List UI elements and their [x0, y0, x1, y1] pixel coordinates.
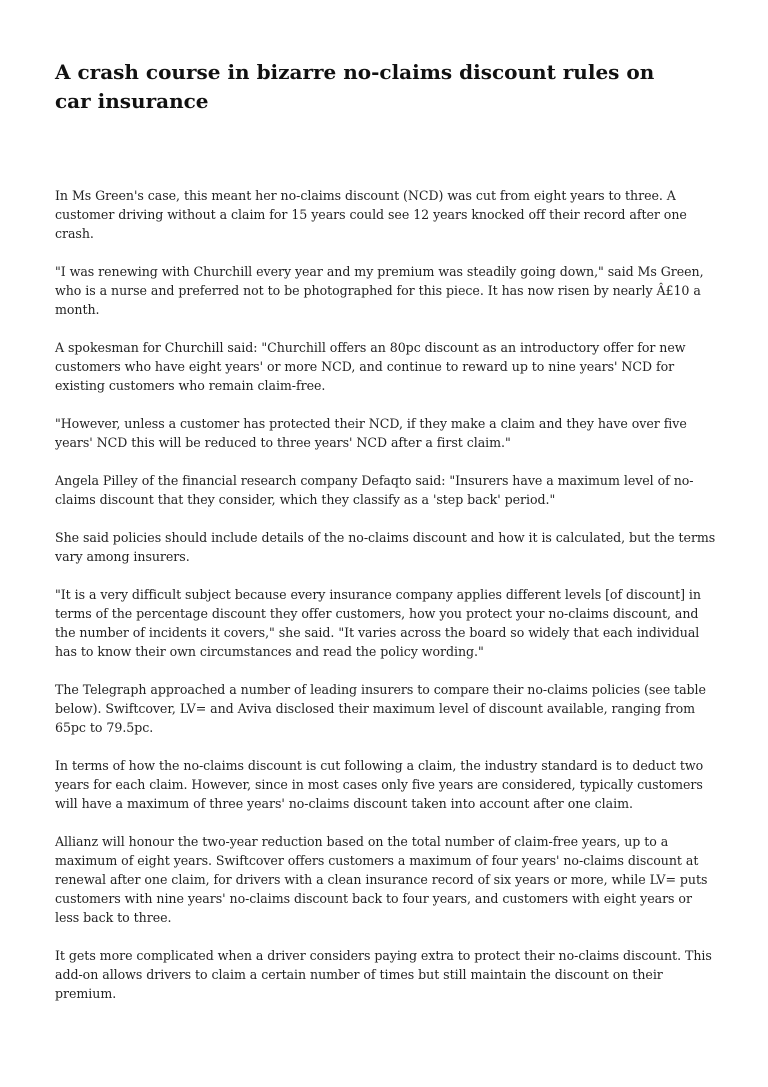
paragraph: "It is a very difficult subject because every insurance company applies different levels [of discount] in terms of the percentage discount they offer customers, how you protect your no-claims discount, and the number of incidents it covers," she said. "It varies across the board so widely that each individual has to know their own circumstances and read the policy wording.": [55, 587, 701, 659]
paragraph: The Telegraph approached a number of leading insurers to compare their no-claims policies (see table below). Swiftcover, LV= and Aviva disclosed their maximum level of discount available, ranging from 65pc to 79.5pc.: [55, 682, 706, 735]
article-title: A crash course in bizarre no-claims discount rules on car insurance: [55, 60, 655, 113]
paragraph: It gets more complicated when a driver considers paying extra to protect their no-claims discount. This add-on allows drivers to claim a certain number of times but still maintain the discount on their premium.: [55, 948, 712, 1001]
paragraph: Allianz will honour the two-year reduction based on the total number of claim-free years, up to a maximum of eight years. Swiftcover offers customers a maximum of four years' no-claims discount at renewal after one claim, for drivers with a clean insurance record of six years or more, while LV= puts customers with nine years' no-claims discount back to four years, and customers with eight years or less back to three.: [55, 834, 708, 925]
paragraph: In terms of how the no-claims discount is cut following a claim, the industry standard is to deduct two years for each claim. However, since in most cases only five years are considered, typically customers will have a maximum of three years' no-claims discount taken into account after one claim.: [55, 758, 704, 811]
paragraph: "However, unless a customer has protected their NCD, if they make a claim and they have over five years' NCD this will be reduced to three years' NCD after a first claim.": [55, 416, 687, 450]
paragraph: "I was renewing with Churchill every year and my premium was steadily going down," said Ms Green, who is a nurse and preferred not to be photographed for this piece. It has now risen by nearly Â£10 a month.: [55, 264, 704, 317]
article-body: [55, 186, 716, 1003]
paragraph: She said policies should include details of the no-claims discount and how it is calculated, but the terms vary among insurers.: [55, 530, 716, 564]
paragraph: Angela Pilley of the financial research company Defaqto said: "Insurers have a maximum level of no-claims discount that they consider, which they classify as a 'step back' period.": [55, 473, 694, 507]
paragraph: In Ms Green's case, this meant her no-claims discount (NCD) was cut from eight years to three. A customer driving without a claim for 15 years could see 12 years knocked off their record after one crash.: [55, 188, 687, 241]
paragraph: A spokesman for Churchill said: "Churchill offers an 80pc discount as an introductory offer for new customers who have eight years' or more NCD, and continue to reward up to nine years' NCD for existing customers who remain claim-free.: [55, 340, 686, 393]
